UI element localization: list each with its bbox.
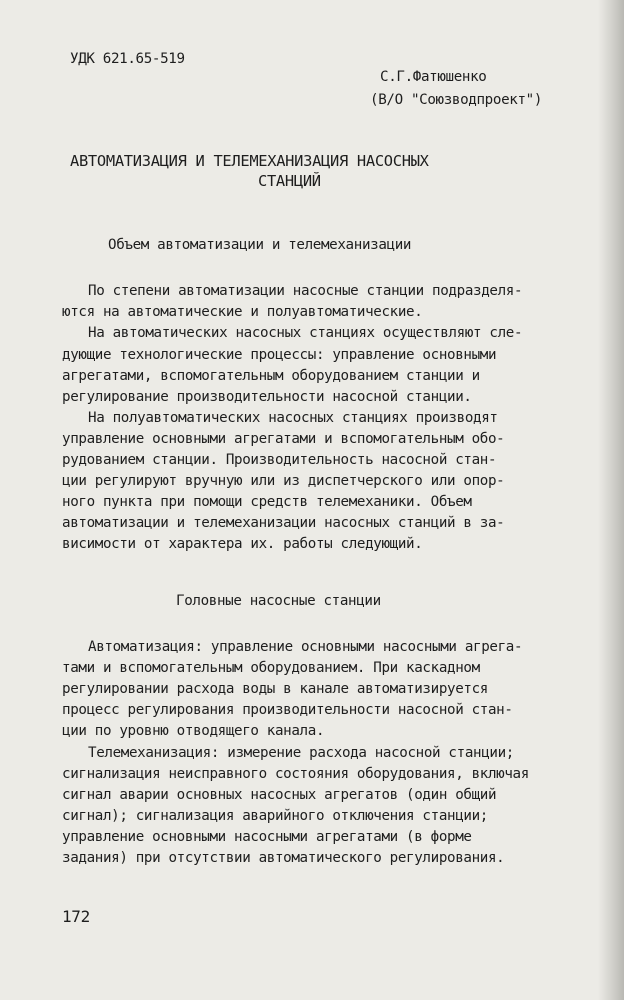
paragraph-line: сигнализация неисправного состояния оборудования, включая — [62, 766, 529, 782]
author-organization: (В/О "Союзводпроект") — [370, 92, 543, 108]
page-gutter-shadow — [598, 0, 624, 1000]
section-heading-head-stations: Головные насосные станции — [176, 593, 381, 609]
article-title-line-1: АВТОМАТИЗАЦИЯ И ТЕЛЕМЕХАНИЗАЦИЯ НАСОСНЫХ — [70, 152, 429, 170]
paragraph-line: висимости от характера их. работы следующий. — [62, 536, 423, 552]
paragraph-line: регулирование производительности насосной станции. — [62, 389, 472, 405]
paragraph-line: ются на автоматические и полуавтоматические. — [62, 304, 423, 320]
udk-code: УДК 621.65-519 — [70, 51, 185, 67]
paragraph-line: сигнал); сигнализация аварийного отключения станции; — [62, 808, 488, 824]
paragraph-line: По степени автоматизации насосные станции подразделя- — [88, 283, 523, 299]
paragraph-line: агрегатами, вспомогательным оборудованием станции и — [62, 368, 480, 384]
paragraph-line: дующие технологические процессы: управление основными — [62, 347, 497, 363]
paragraph-line: Автоматизация: управление основными насосными агрега- — [88, 639, 523, 655]
paragraph-line: На автоматических насосных станциях осуществляют сле- — [88, 325, 523, 341]
paragraph-line: управление основными агрегатами и вспомогательным обо- — [62, 431, 505, 447]
paragraph-line: ции по уровню отводящего канала. — [62, 723, 325, 739]
paragraph-line: На полуавтоматических насосных станциях производят — [88, 410, 498, 426]
paragraph-line: тами и вспомогательным оборудованием. При каскадном — [62, 660, 480, 676]
paragraph-line: регулировании расхода воды в канале автоматизируется — [62, 681, 488, 697]
paragraph-line: ции регулируют вручную или из диспетчерского или опор- — [62, 473, 505, 489]
paragraph-line: сигнал аварии основных насосных агрегатов (один общий — [62, 787, 497, 803]
paragraph-line: Телемеханизация: измерение расхода насосной станции; — [88, 745, 514, 761]
paragraph-line: задания) при отсутствии автоматического регулирования. — [62, 850, 505, 866]
author-name: С.Г.Фатюшенко — [380, 69, 487, 85]
page-number: 172 — [62, 907, 90, 926]
paragraph-line: ного пункта при помощи средств телемеханики. Объем — [62, 494, 472, 510]
paragraph-line: управление основными насосными агрегатами (в форме — [62, 829, 472, 845]
paragraph-line: автоматизации и телемеханизации насосных станций в за- — [62, 515, 505, 531]
section-heading-scope: Объем автоматизации и телемеханизации — [108, 237, 412, 253]
article-title-line-2: СТАНЦИЙ — [258, 172, 321, 190]
paragraph-line: процесс регулирования производительности насосной стан- — [62, 702, 513, 718]
paragraph-line: рудованием станции. Производительность насосной стан- — [62, 452, 497, 468]
